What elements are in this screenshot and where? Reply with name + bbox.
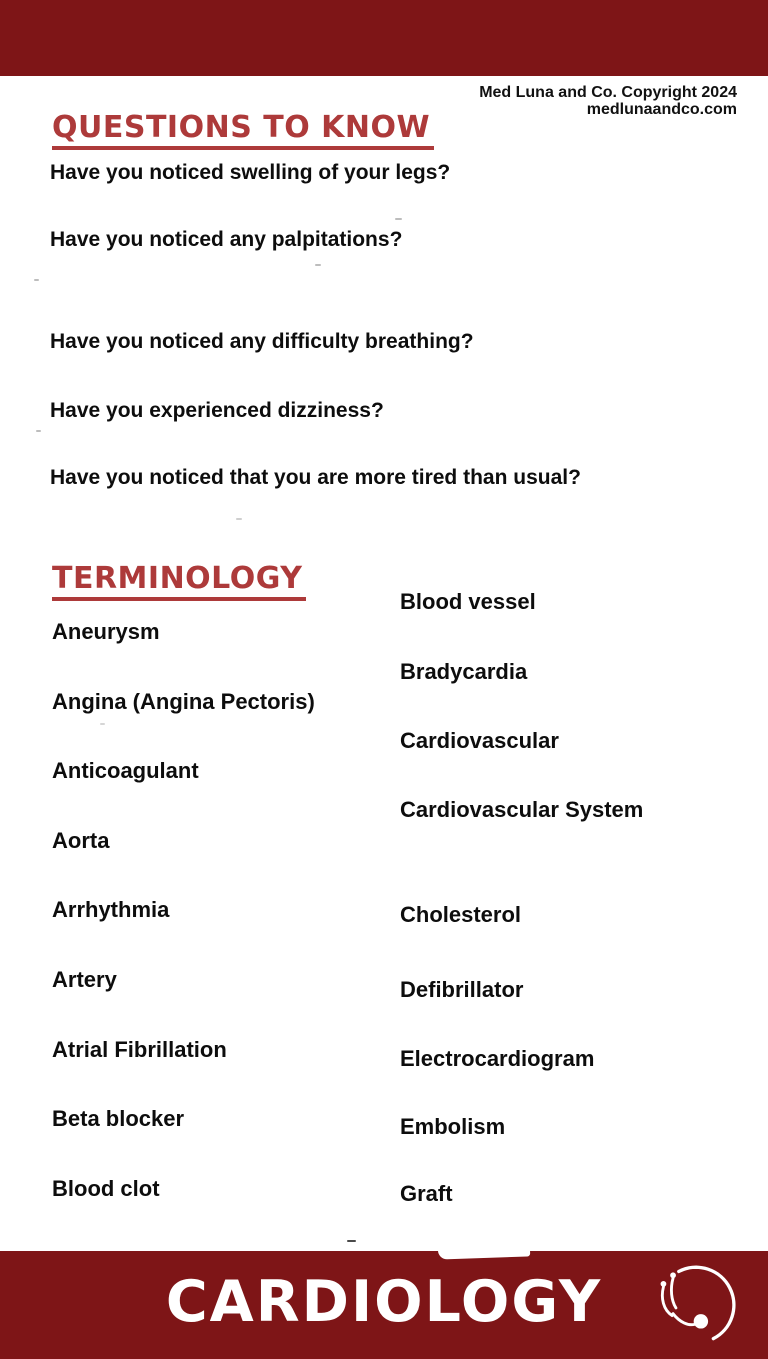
term-item: Artery	[52, 967, 117, 992]
term-item: Beta blocker	[52, 1106, 185, 1131]
term-item: Electrocardiogram	[400, 1046, 595, 1071]
questions-section-title: QUESTIONS TO KNOW	[52, 113, 434, 150]
copyright-line1: Med Luna and Co. Copyright 2024	[479, 84, 737, 101]
term-item: Blood vessel	[400, 589, 536, 614]
term-item: Cardiovascular System	[400, 797, 644, 822]
term-item: Graft	[400, 1181, 453, 1206]
erase-mark	[347, 1240, 356, 1242]
erase-mark	[315, 264, 321, 266]
term-item: Blood clot	[52, 1176, 160, 1201]
question-item: Have you noticed that you are more tired than usual?	[50, 466, 581, 489]
erase-mark	[36, 430, 41, 432]
question-item: Have you experienced dizziness?	[50, 399, 384, 422]
copyright-block	[479, 84, 737, 118]
header-bar	[0, 0, 768, 76]
question-item: Have you noticed any difficulty breathing?	[50, 330, 474, 353]
question-item: Have you noticed any palpitations?	[50, 228, 403, 251]
term-item: Anticoagulant	[52, 758, 199, 783]
copyright-line2: medlunaandco.com	[586, 101, 737, 118]
term-item: Atrial Fibrillation	[52, 1037, 227, 1062]
erase-mark	[100, 723, 105, 725]
terminology-section-title: TERMINOLOGY	[52, 564, 306, 601]
term-item: Defibrillator	[400, 977, 524, 1002]
erase-mark	[34, 279, 39, 281]
term-item: Angina (Angina Pectoris)	[52, 689, 315, 714]
term-item: Cardiovascular	[400, 728, 559, 753]
question-item: Have you noticed swelling of your legs?	[50, 161, 451, 184]
erase-smudge	[438, 1241, 530, 1259]
term-item: Aorta	[52, 828, 110, 853]
term-item: Arrhythmia	[52, 897, 170, 922]
term-item: Bradycardia	[400, 659, 528, 684]
term-item: Embolism	[400, 1114, 506, 1139]
footer-title: CARDIOLOGY	[165, 1269, 603, 1335]
moon-stethoscope-logo-icon	[650, 1258, 746, 1354]
erase-mark	[236, 518, 242, 520]
term-item: Aneurysm	[52, 619, 160, 644]
erase-mark	[395, 218, 402, 220]
term-item: Cholesterol	[400, 902, 522, 927]
